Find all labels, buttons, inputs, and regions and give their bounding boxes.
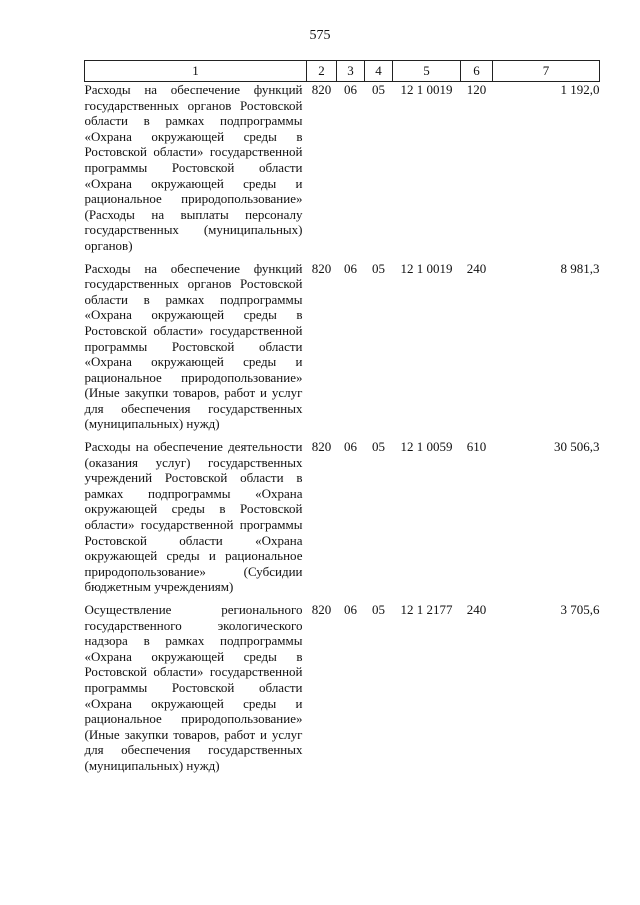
row-description: Осуществление регионального государственного экологического надзора в рамках подпрограммы «Охрана окружающей среды в Ростовской области» государственной программы Ростовской области «Охрана окружающей среды и рациональное природопользование» (Иные закупки товаров, работ и услуг для обеспечения государственных (муниципальных) нужд) [84, 602, 303, 773]
budget-table [84, 60, 600, 781]
row-ministry-code: 820 [311, 82, 332, 97]
row-ministry-code: 820 [311, 260, 332, 276]
column-header-4: 4 [365, 61, 393, 82]
row-section-code: 06 [344, 439, 357, 455]
column-header-5: 5 [393, 61, 461, 82]
row-target-article: 12 1 2177 [400, 602, 453, 617]
row-expense-type: 240 [466, 260, 487, 276]
column-header-2: 2 [307, 61, 337, 82]
row-section-code: 06 [344, 260, 357, 276]
row-amount: 1 192,0 [560, 82, 600, 97]
row-description: Расходы на обеспечение деятельности (оказания услуг) государственных учреждений Ростовской области в рамках подпрограммы «Охрана окружающей среды в Ростовской области» государственной программы Ростовской области «Охрана окружающей среды и рациональное природопользование» (Субсидии бюджетным учреждениям) [84, 439, 303, 595]
row-subsection-code: 05 [372, 602, 385, 617]
row-expense-type: 120 [466, 82, 487, 97]
column-header-3: 3 [337, 61, 365, 82]
row-amount: 3 705,6 [560, 602, 600, 617]
row-subsection-code: 05 [372, 439, 385, 455]
table-row [85, 602, 600, 781]
table-row [85, 439, 600, 602]
table-row [85, 261, 600, 440]
column-header-6: 6 [461, 61, 493, 82]
row-amount: 30 506,3 [554, 439, 600, 455]
row-description: Расходы на обеспечение функций государственных органов Ростовской области в рамках подпрограммы «Охрана окружающей среды в Ростовской области» государственной программы Ростовской области «Охрана окружающей среды и рациональное природопользование» (Иные закупки товаров, работ и услуг для обеспечения государственных (муниципальных) нужд) [84, 260, 303, 432]
row-amount: 8 981,3 [560, 260, 600, 276]
row-section-code: 06 [344, 82, 357, 97]
row-subsection-code: 05 [372, 82, 385, 97]
row-section-code: 06 [344, 602, 357, 617]
column-header-7: 7 [493, 61, 600, 82]
row-description: Расходы на обеспечение функций государственных органов Ростовской области в рамках подпрограммы «Охрана окружающей среды в Ростовской области» государственной программы Ростовской области «Охрана окружающей среды и рациональное природопользование» (Расходы на выплаты персоналу государственных (муниципальных) органов) [84, 82, 303, 253]
row-target-article: 12 1 0059 [400, 439, 453, 455]
row-ministry-code: 820 [311, 602, 332, 617]
header-row [85, 61, 600, 82]
row-target-article: 12 1 0019 [400, 82, 453, 97]
row-subsection-code: 05 [372, 260, 385, 276]
row-target-article: 12 1 0019 [400, 260, 453, 276]
column-header-1: 1 [85, 61, 307, 82]
row-expense-type: 610 [466, 439, 487, 455]
row-expense-type: 240 [466, 602, 487, 617]
row-ministry-code: 820 [311, 439, 332, 455]
table-row [85, 82, 600, 261]
page-number: 575 [309, 28, 331, 43]
